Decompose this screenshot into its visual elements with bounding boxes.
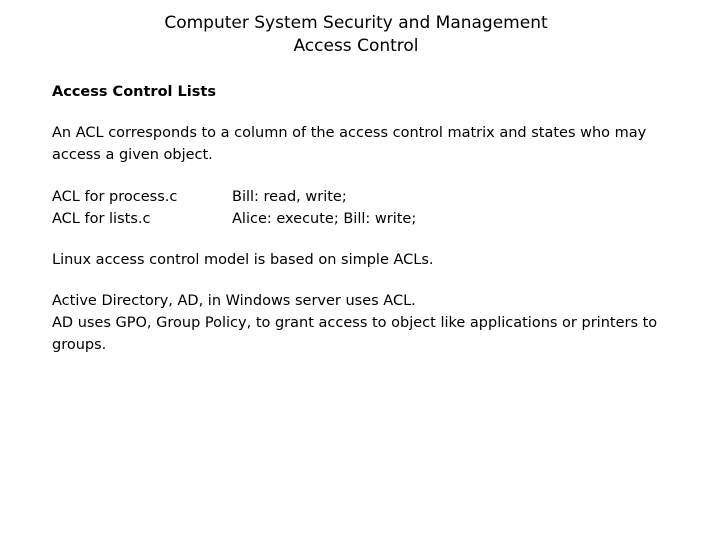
spacer (52, 103, 682, 122)
acl-entries-process: Bill: read, write; (232, 189, 347, 205)
acl-object-process: ACL for process.c (52, 189, 178, 205)
title-line-course: Computer System Security and Management (164, 13, 548, 33)
slide-title (0, 12, 712, 58)
slide-body (52, 81, 682, 356)
active-directory-paragraph: Active Directory, AD, in Windows server uses ACL. (52, 293, 416, 309)
acl-entries-lists: Alice: execute; Bill: write; (232, 211, 417, 227)
spacer (52, 230, 682, 249)
title-line-topic: Access Control (293, 36, 419, 56)
spacer (52, 166, 682, 186)
spacer (52, 271, 682, 290)
section-heading: Access Control Lists (52, 84, 216, 100)
acl-object-lists: ACL for lists.c (52, 211, 151, 227)
group-policy-paragraph: AD uses GPO, Group Policy, to grant access to object like applications or printers to groups. (52, 315, 658, 353)
acl-examples-table (52, 186, 682, 230)
acl-definition-paragraph: An ACL corresponds to a column of the access control matrix and states who may access a given object. (52, 125, 647, 163)
linux-note-paragraph: Linux access control model is based on simple ACLs. (52, 252, 434, 268)
